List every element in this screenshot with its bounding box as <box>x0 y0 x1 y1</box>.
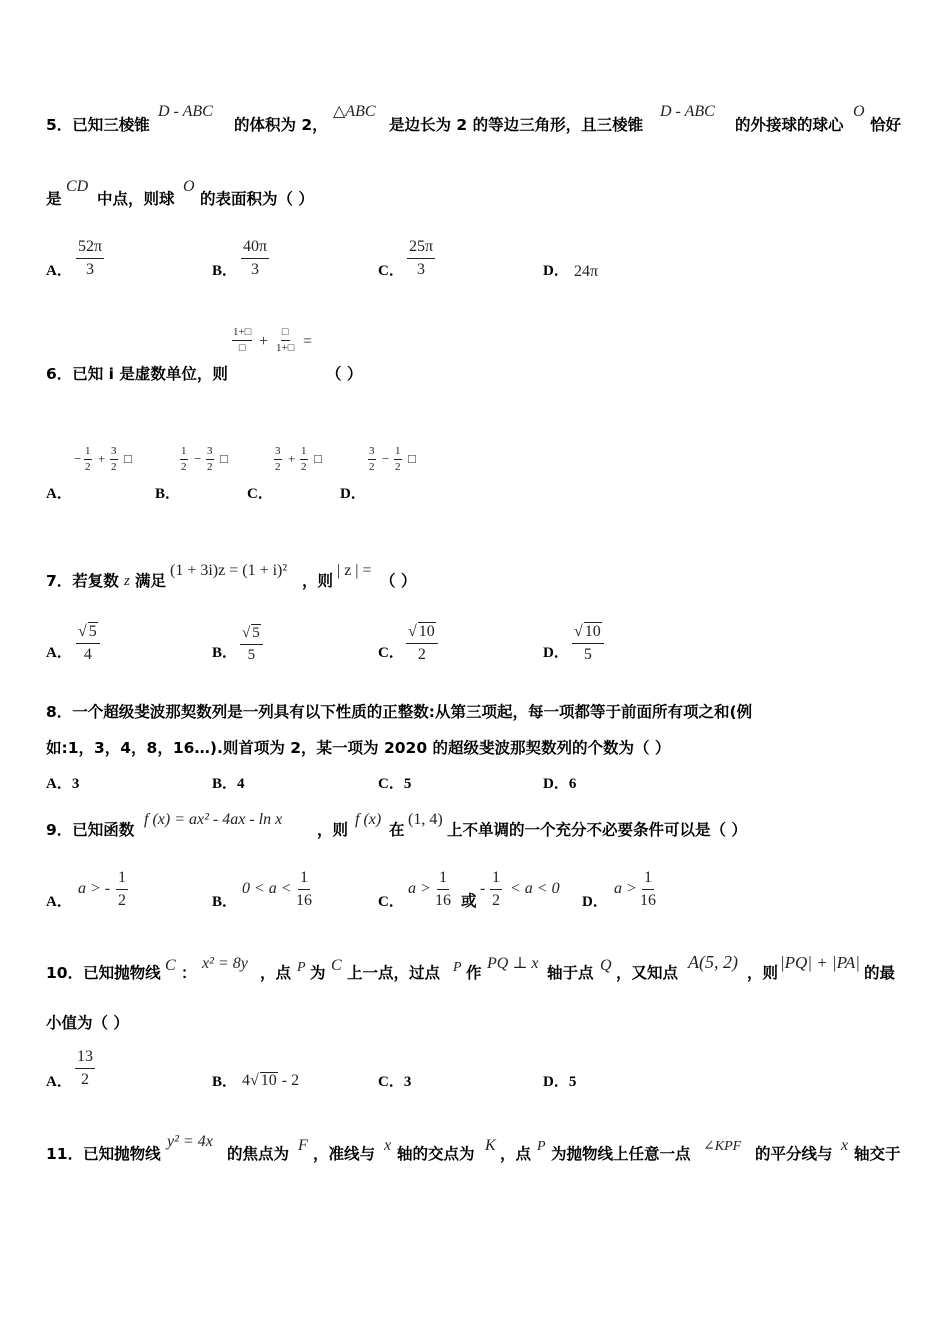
q10-point-a: A(5, 2) <box>688 952 738 972</box>
q10-text: 10．已知抛物线 <box>46 964 161 982</box>
q11-var-x: x <box>384 1137 392 1154</box>
q6-expr-equals: = <box>303 333 313 350</box>
q6-option-label: D． <box>340 486 366 502</box>
q6-option-label: A． <box>46 486 72 502</box>
q10-text: 轴于点 <box>547 964 594 982</box>
q10-var-c: C <box>331 957 342 974</box>
q9-text: ，则 <box>317 821 349 839</box>
q7-var-z: z <box>124 573 130 589</box>
q5-option-label: A． <box>46 263 72 279</box>
q5-option-c-fraction: $\frac{25\pi}{3}$ <box>409 238 434 278</box>
q9-text: 9．已知函数 <box>46 821 135 839</box>
q7-option-label: B． <box>212 645 238 661</box>
q11-text: 轴交于 <box>854 1145 901 1163</box>
q7-text: 满足 <box>135 572 167 590</box>
q7-option-a-fraction: $\frac{√ 5}{4}$ <box>76 622 100 663</box>
q10-text: 的最 <box>864 964 896 982</box>
q10-text: 上一点，过点 <box>347 964 441 982</box>
q11-text: ，点 <box>500 1145 532 1163</box>
q11-text: 11．已知抛物线 <box>46 1145 161 1163</box>
q5-math-cd: CD <box>66 178 89 195</box>
q9-text: 上不单调的一个充分不必要条件可以是（ ） <box>447 821 747 839</box>
q9-option-a-fraction: $\frac{1}{2}$ <box>118 869 126 909</box>
q11-text: 的焦点为 <box>227 1145 290 1163</box>
q5-option-label: D． <box>543 263 569 279</box>
q9-option-label: C． <box>378 894 404 910</box>
q7-option-label: D． <box>543 645 569 661</box>
q5-text: 的外接球的球心 <box>735 116 844 134</box>
q7-equation: (1 + 3i)z = (1 + i)² <box>170 562 288 579</box>
q8-line-1: 8．一个超级斐波那契数列是一列具有以下性质的正整数:从第三项起，每一项都等于前面所有项之和(例 <box>46 703 753 721</box>
q7-paren: （ ） <box>380 572 417 590</box>
q10-text: ： <box>181 964 197 982</box>
q11-var-k: K <box>485 1137 496 1154</box>
q5-option-b-fraction: $\frac{40\pi}{3}$ <box>243 238 268 278</box>
q10-var-p: P <box>453 960 462 975</box>
q10-var-p: P <box>297 960 306 975</box>
q10-text: ，则 <box>747 964 779 982</box>
q5-option-d-value: 24π <box>574 263 599 280</box>
q9-option-b-ineq: 0 < a < <box>242 880 292 897</box>
q8-line-2: 如:1，3，4，8，16…).则首项为 2，某一项为 2020 的超级斐波那契数列的个数为（ ） <box>46 739 671 757</box>
q9-option-label: A． <box>46 894 72 910</box>
q9-option-c-ineq-2: < a < 0 <box>510 880 560 897</box>
q6-option-label: C． <box>247 486 273 502</box>
q8-option-c: C．5 <box>378 776 412 792</box>
q9-option-d-ineq: a > <box>614 880 637 897</box>
q10-option-a-fraction: $\frac{13}{2}$ <box>77 1048 93 1088</box>
q9-function: f (x) = ax² - 4ax - ln x <box>144 811 283 828</box>
q5-number-text: 5．已知三棱锥 <box>46 116 150 134</box>
q5-option-label: C． <box>378 263 404 279</box>
q8-option-b: B．4 <box>212 776 245 792</box>
q6-expr-fraction-2: □ 1+□ <box>276 326 295 354</box>
q11-var-f: F <box>298 1137 308 1154</box>
q7-text: 7．若复数 <box>46 572 119 590</box>
q7-option-c-fraction: $\frac{√ 10}{2}$ <box>406 622 438 663</box>
q7-text: ，则 <box>302 572 334 590</box>
q11-var-x: x <box>841 1137 849 1154</box>
q9-text: 在 <box>389 821 405 839</box>
q11-angle: ∠KPF <box>703 1139 742 1154</box>
q8-option-d: D．6 <box>543 776 577 792</box>
q11-text: 为抛物线上任意一点 <box>551 1145 691 1163</box>
q5-option-label: B． <box>212 263 238 279</box>
q5-text: 恰好 <box>870 116 902 134</box>
q11-text: 的平分线与 <box>755 1145 833 1163</box>
q9-option-d-fraction: $\frac{1}{16}$ <box>640 869 656 909</box>
q11-equation: y² = 4x <box>167 1133 213 1150</box>
q6-paren: （ ） <box>326 365 363 383</box>
q7-abs-z: | z | = <box>337 562 372 579</box>
q5-math-o: O <box>853 103 865 120</box>
q5-math-dabc: D - ABC <box>660 103 715 120</box>
q9-option-label: D． <box>582 894 608 910</box>
q6-expr-fraction-1: 1+□ □ <box>233 326 252 354</box>
q9-option-b-fraction: $\frac{1}{16}$ <box>296 869 312 909</box>
q9-fx: f (x) <box>355 811 382 828</box>
q10-text: ，点 <box>260 964 292 982</box>
q7-option-label: C． <box>378 645 404 661</box>
q5-text: 是 <box>46 190 62 208</box>
q10-option-label: B． <box>212 1074 238 1090</box>
q5-text: 是边长为 2 的等边三角形，且三棱锥 <box>389 116 644 134</box>
q9-option-c-ineq: a > <box>408 880 431 897</box>
q8-option-a: A．3 <box>46 776 80 792</box>
q10-text: 为 <box>310 964 326 982</box>
q10-text: 作 <box>466 964 482 982</box>
q9-option-c-fraction: $\frac{1}{16}$ <box>435 869 451 909</box>
q6-text: 6．已知 i 是虚数单位，则 <box>46 365 228 383</box>
q5-text: 的表面积为（ ） <box>200 190 314 208</box>
q5-math-dabc: D - ABC <box>158 103 213 120</box>
q9-interval: (1, 4) <box>408 811 443 828</box>
q10-line-2: 小值为（ ） <box>46 1014 129 1032</box>
q10-text: ，又知点 <box>616 964 679 982</box>
q9-option-c-minus: - <box>480 880 486 897</box>
q6-option-label: B． <box>155 486 181 502</box>
q9-option-c-fraction-2: $\frac{1}{2}$ <box>492 869 500 909</box>
q11-var-p: P <box>537 1139 546 1154</box>
q10-var-c: C <box>165 957 176 974</box>
q5-text: 的体积为 2， <box>234 116 328 134</box>
q5-math-triangle: △ABC <box>333 103 376 120</box>
q10-option-d: D．5 <box>543 1074 577 1090</box>
q10-option-label: A． <box>46 1074 72 1090</box>
q10-option-b-value: 4√ 10 - 2 <box>242 1072 300 1089</box>
q10-option-c: C．3 <box>378 1074 412 1090</box>
q10-expr: |PQ| + |PA| <box>780 953 860 972</box>
q7-option-b-fraction: $\frac{√ 5}{5}$ <box>240 624 263 663</box>
q11-text: 轴的交点为 <box>397 1145 475 1163</box>
q7-option-d-fraction: $\frac{√ 10}{5}$ <box>572 622 604 663</box>
q6-expr-plus: + <box>259 333 269 350</box>
q9-option-c-or: 或 <box>461 892 477 910</box>
q7-option-label: A． <box>46 645 72 661</box>
q10-var-q: Q <box>600 957 612 974</box>
q9-option-a-ineq: a > - <box>78 880 111 897</box>
q10-equation: x² = 8y <box>202 955 248 972</box>
q5-option-a-fraction: $\frac{52\pi}{3}$ <box>78 238 103 278</box>
q9-option-label: B． <box>212 894 238 910</box>
q11-text: ，准线与 <box>313 1145 376 1163</box>
q10-perp: PQ ⊥ x <box>487 955 539 972</box>
q5-math-o: O <box>183 178 195 195</box>
q5-text: 中点，则球 <box>97 190 175 208</box>
